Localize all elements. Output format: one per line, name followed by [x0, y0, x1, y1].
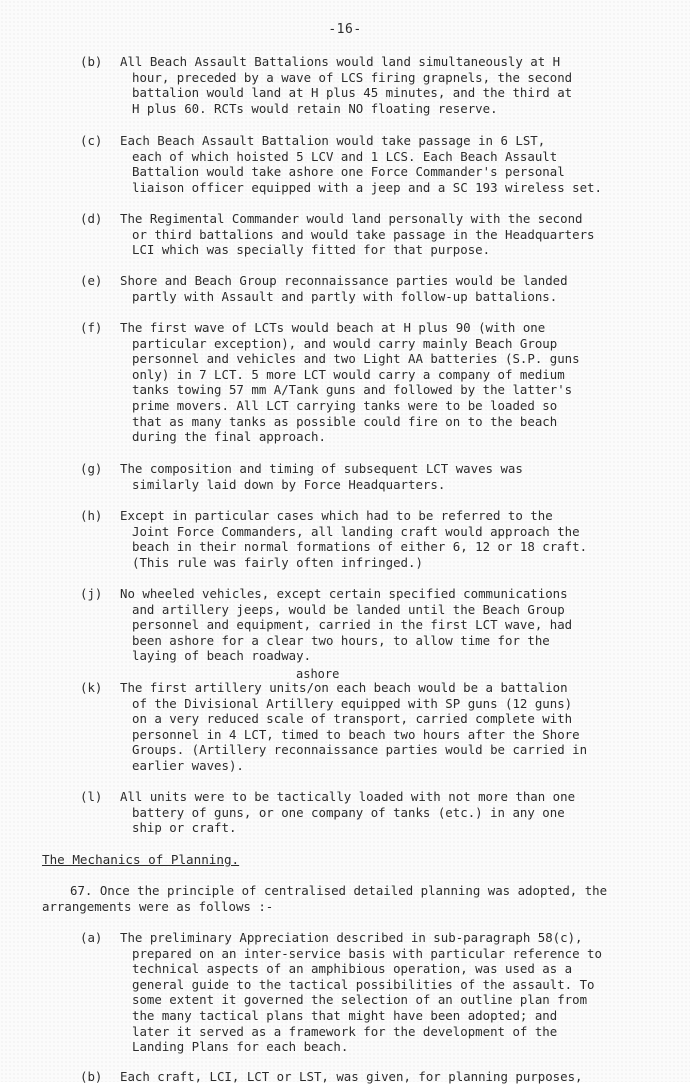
text-line: earlier waves).: [132, 757, 244, 773]
text-line: general guide to the tactical possibilities of the assault. To: [132, 976, 595, 992]
item-letter: (b): [80, 54, 103, 69]
sub-paragraph-l: [80, 789, 640, 836]
paragraph-67: [42, 883, 662, 914]
item-letter: (j): [80, 586, 103, 601]
text-line: the many tactical plans that might have been adopted; and: [132, 1007, 558, 1023]
sub-paragraph-f: [80, 320, 640, 445]
page-number: -16-: [328, 22, 362, 37]
sub-paragraph-h: [80, 508, 640, 570]
item-letter: (a): [80, 930, 103, 945]
text-line: Landing Plans for each beach.: [132, 1039, 349, 1055]
text-line: The composition and timing of subsequent LCT waves was: [120, 461, 523, 476]
sub-paragraph-k: [80, 680, 640, 774]
section-heading: The Mechanics of Planning.: [42, 852, 240, 867]
handwritten-insertion: ashore: [296, 667, 340, 681]
sub-paragraph-a: [80, 930, 640, 1055]
text-line: The first wave of LCTs would beach at H plus 90 (with one: [120, 320, 546, 335]
item-letter: (b): [80, 1069, 103, 1084]
text-line: and artillery jeeps, would be landed until the Beach Group: [132, 601, 565, 617]
text-line: hour, preceded by a wave of LCS firing grapnels, the second: [132, 69, 573, 85]
item-letter: (h): [80, 508, 103, 523]
text-line: personnel in 4 LCT, timed to beach two hours after the Shore: [132, 726, 580, 742]
sub-paragraph-e: [80, 273, 640, 304]
sub-paragraph-j: [80, 586, 640, 664]
text-line: All Beach Assault Battalions would land simultaneously at H: [120, 54, 561, 69]
text-line: laying of beach roadway.: [132, 648, 312, 664]
item-letter: (g): [80, 461, 103, 476]
text-line: only) in 7 LCT. 5 more LCT would carry a company of medium: [132, 366, 565, 382]
text-line: Joint Force Commanders, all landing craft would approach the: [132, 523, 580, 539]
text-line: each of which hoisted 5 LCV and 1 LCS. Each Beach Assault: [132, 148, 558, 164]
text-line: prime movers. All LCT carrying tanks were to be loaded so: [132, 397, 558, 413]
text-line: The Regimental Commander would land personally with the second: [120, 211, 583, 226]
text-line: beach in their normal formations of either 6, 12 or 18 craft.: [132, 539, 588, 555]
item-letter: (l): [80, 789, 103, 804]
text-line: particular exception), and would carry mainly Beach Group: [132, 335, 558, 351]
text-line: on a very reduced scale of transport, carried complete with: [132, 711, 573, 727]
text-line: similarly laid down by Force Headquarters.: [132, 476, 446, 492]
text-line: No wheeled vehicles, except certain specified communications: [120, 586, 568, 601]
text-line: Each Beach Assault Battalion would take passage in 6 LST,: [120, 133, 546, 148]
item-letter: (f): [80, 320, 103, 335]
text-line: some extent it governed the selection of an outline plan from: [132, 992, 588, 1008]
text-line: arrangements were as follows :-: [42, 898, 274, 914]
text-line: that as many tanks as possible could fire on to the beach: [132, 413, 558, 429]
text-line: partly with Assault and partly with follow-up battalions.: [132, 288, 558, 304]
text-line: The preliminary Appreciation described in sub-paragraph 58(c),: [120, 930, 583, 945]
text-line: tanks towing 57 mm A/Tank guns and followed by the latter's: [132, 382, 573, 398]
text-line: prepared on an inter-service basis with particular reference to: [132, 945, 602, 961]
sub-paragraph-b-continued: [80, 1069, 640, 1085]
text-line: The first artillery units/on each beach would be a battalion: [120, 680, 568, 695]
text-line: Groups. (Artillery reconnaissance parties would be carried in: [132, 742, 588, 758]
text-line: Battalion would take ashore one Force Commander's personal: [132, 164, 565, 180]
text-line: of the Divisional Artillery equipped with SP guns (12 guns): [132, 695, 573, 711]
text-line: Except in particular cases which had to be referred to the: [120, 508, 553, 523]
text-line: technical aspects of an amphibious operation, was used as a: [132, 961, 573, 977]
text-line: later it served as a framework for the development of the: [132, 1023, 558, 1039]
sub-paragraph-d: [80, 211, 640, 258]
text-line: (This rule was fairly often infringed.): [132, 554, 423, 570]
text-line: Shore and Beach Group reconnaissance parties would be landed: [120, 273, 568, 288]
item-letter: (d): [80, 211, 103, 226]
sub-paragraph-g: [80, 461, 640, 492]
text-line: personnel and vehicles and two Light AA batteries (S.P. guns: [132, 351, 580, 367]
text-line: during the final approach.: [132, 429, 326, 445]
sub-paragraph-c: [80, 133, 640, 195]
text-line: ship or craft.: [132, 820, 237, 836]
text-line: Each craft, LCI, LCT or LST, was given, for planning purposes,: [120, 1069, 583, 1084]
text-line: battery of guns, or one company of tanks (etc.) in any one: [132, 804, 565, 820]
text-line: or third battalions and would take passage in the Headquarters: [132, 226, 595, 242]
text-line: been ashore for a clear two hours, to allow time for the: [132, 632, 550, 648]
item-letter: (e): [80, 273, 103, 288]
item-letter: (k): [80, 680, 103, 695]
text-line: personnel and equipment, carried in the first LCT wave, had: [132, 617, 573, 633]
sub-paragraph-b: [80, 54, 640, 116]
text-line: H plus 60. RCTs would retain NO floating reserve.: [132, 100, 498, 116]
item-letter: (c): [80, 133, 103, 148]
text-line: All units were to be tactically loaded with not more than one: [120, 789, 576, 804]
text-line: 67. Once the principle of centralised detailed planning was adopted, the: [70, 883, 608, 898]
text-line: battalion would land at H plus 45 minutes, and the third at: [132, 85, 573, 101]
text-line: liaison officer equipped with a jeep and a SC 193 wireless set.: [132, 179, 602, 195]
text-line: LCI which was specially fitted for that purpose.: [132, 242, 491, 258]
